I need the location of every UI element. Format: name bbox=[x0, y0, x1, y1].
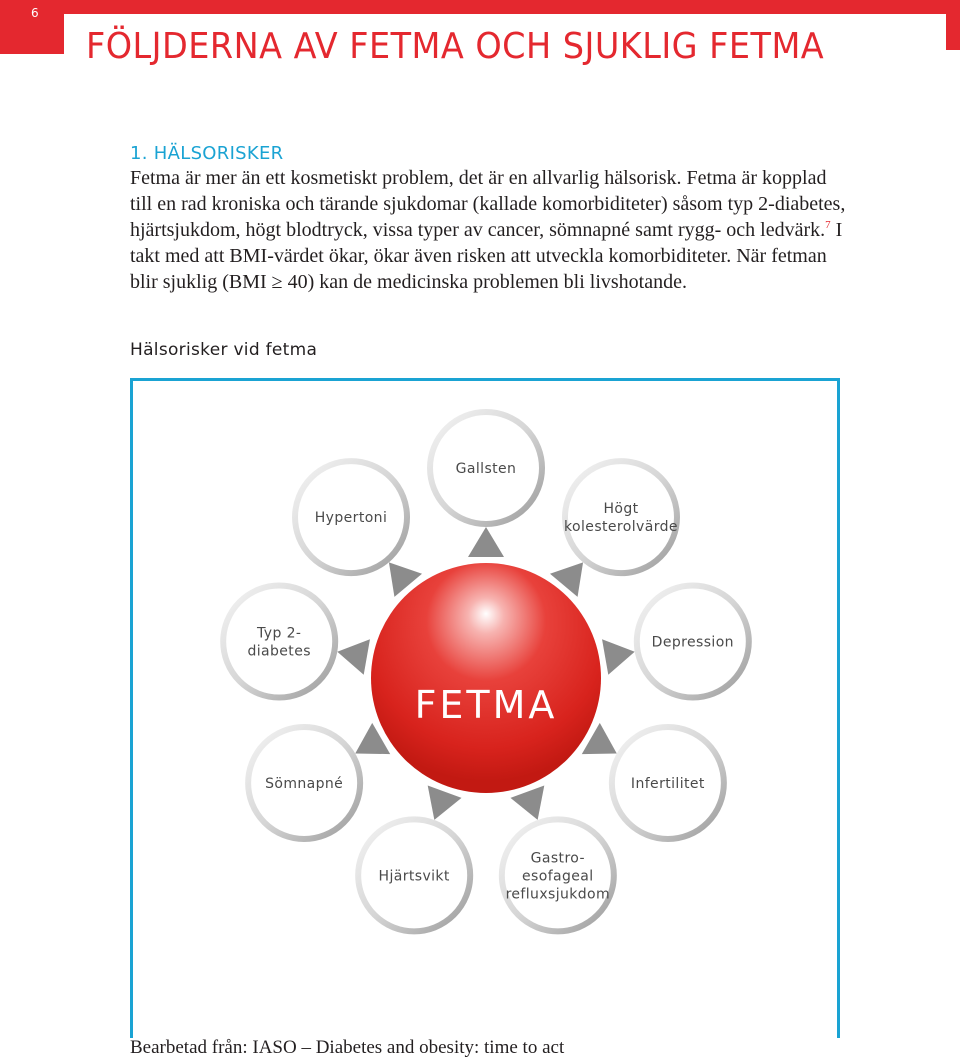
condition-node bbox=[637, 586, 749, 698]
condition-node bbox=[430, 412, 542, 524]
condition-node bbox=[564, 461, 678, 573]
condition-label: diabetes bbox=[247, 643, 311, 660]
arrow-icon bbox=[337, 639, 370, 674]
condition-label: Typ 2- bbox=[257, 625, 302, 642]
condition-label: Hjärtsvikt bbox=[378, 868, 450, 885]
arrow-icon bbox=[428, 786, 462, 820]
condition-label: Depression bbox=[651, 634, 734, 651]
condition-node bbox=[358, 819, 470, 931]
page-title: FÖLJDERNA AV FETMA OCH SJUKLIG FETMA bbox=[86, 26, 825, 67]
center-sphere bbox=[371, 563, 601, 793]
center-label: FETMA bbox=[414, 683, 558, 727]
condition-label: Infertilitet bbox=[630, 776, 705, 792]
arrow-icon bbox=[468, 527, 504, 557]
figure-caption: Hälsorisker vid fetma bbox=[130, 340, 318, 360]
condition-node bbox=[502, 819, 614, 931]
paragraph-part-2: I takt med att BMI-värdet ökar, ökar även risken att utveckla komorbiditeter. När fetman blir sjuklig (BMI ≥ 40) kan de medicinska problemen bli livshotande. bbox=[130, 219, 843, 293]
source-note: Bearbetad från: IASO – Diabetes and obesity: time to act bbox=[130, 1037, 565, 1058]
condition-label: Gastro- bbox=[530, 850, 585, 867]
page-number: 6 bbox=[31, 6, 39, 20]
condition-label: kolesterolvärde bbox=[564, 519, 678, 536]
condition-label: refluxsjukdom bbox=[505, 886, 611, 903]
footnote-reference: 7 bbox=[825, 219, 831, 231]
condition-label: Hypertoni bbox=[314, 510, 388, 527]
condition-node bbox=[223, 586, 335, 698]
condition-label: Högt bbox=[603, 501, 639, 518]
arrow-icon bbox=[510, 786, 544, 820]
condition-label: Gallsten bbox=[455, 461, 517, 477]
arrow-icon bbox=[602, 639, 635, 674]
condition-label: esofageal bbox=[522, 868, 594, 885]
condition-node bbox=[248, 727, 360, 839]
paragraph-part-1: Fetma är mer än ett kosmetiskt problem, det är en allvarlig hälsorisk. Fetma är kopplad till en rad kroniska och tärande sjukdomar (kallade komorbiditeter) såsom typ 2-diabetes, hjärtsjukdom, högt blodtryck, vissa typer av cancer, sömnapné samt rygg- och ledvärk. bbox=[130, 167, 846, 241]
condition-label: Sömnapné bbox=[265, 776, 344, 792]
condition-node bbox=[295, 461, 407, 573]
section-heading: 1. HÄLSORISKER bbox=[130, 143, 284, 164]
condition-node bbox=[612, 727, 724, 839]
